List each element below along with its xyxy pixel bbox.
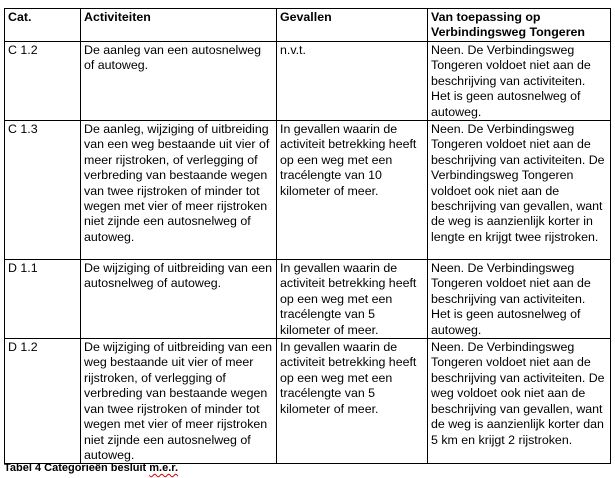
cell-activiteiten: De aanleg van een autosnelweg of autoweg. bbox=[81, 42, 277, 121]
header-gevallen: Gevallen bbox=[277, 9, 428, 42]
categories-table bbox=[4, 8, 611, 464]
cell-cat: D 1.2 bbox=[5, 339, 81, 464]
document-body bbox=[4, 8, 610, 464]
cell-toepassing: Neen. De Verbindingsweg Tongeren voldoet niet aan de beschrijving van activiteiten. De Verbindingsweg Tongeren voldoet ook niet aan de beschrijving van gevallen, want de weg is aanzienlijk korter in lengte en krijgt twee rijstroken. bbox=[428, 121, 611, 260]
table-header-row bbox=[5, 9, 611, 42]
cell-gevallen: n.v.t. bbox=[277, 42, 428, 121]
cell-gevallen: In gevallen waarin de activiteit betrekking heeft op een weg met een tracélengte van 5 kilometer of meer. bbox=[277, 260, 428, 339]
cell-toepassing: Neen. De Verbindingsweg Tongeren voldoet niet aan de beschrijving van activiteiten. De weg voldoet ook niet aan de beschrijving van gevallen, want de weg is aanzienlijk korter dan 5 km en krijgt 2 rijstroken. bbox=[428, 339, 611, 464]
cell-cat: C 1.3 bbox=[5, 121, 81, 260]
caption-abbreviation: m.e.r. bbox=[149, 462, 179, 474]
cell-toepassing: Neen. De Verbindingsweg Tongeren voldoet niet aan de beschrijving van activiteiten. Het is geen autosnelweg of autoweg. bbox=[428, 260, 611, 339]
cell-gevallen: In gevallen waarin de activiteit betrekking heeft op een weg met een tracélengte van 10 kilometer of meer. bbox=[277, 121, 428, 260]
header-activiteiten: Activiteiten bbox=[81, 9, 277, 42]
header-cat: Cat. bbox=[5, 9, 81, 42]
table-caption bbox=[4, 462, 178, 475]
cell-activiteiten: De aanleg, wijziging of uitbreiding van een weg bestaande uit vier of meer rijstroken, of verlegging of verbreding van bestaande wegen van twee rijstroken of minder tot wegen met vier of meer rijstroken niet zijnde een autosnelweg of autoweg. bbox=[81, 121, 277, 260]
cell-activiteiten: De wijziging of uitbreiding van een weg bestaande uit vier of meer rijstroken, of verlegging of verbreding van bestaande wegen van twee rijstroken of minder tot wegen met vier of meer rijstroken niet zijnde een autosnelweg of autoweg. bbox=[81, 339, 277, 464]
table-row bbox=[5, 339, 611, 464]
cell-toepassing: Neen. De Verbindingsweg Tongeren voldoet niet aan de beschrijving van activiteiten. Het is geen autosnelweg of autoweg. bbox=[428, 42, 611, 121]
cell-activiteiten: De wijziging of uitbreiding van een autosnelweg of autoweg. bbox=[81, 260, 277, 339]
table-row bbox=[5, 260, 611, 339]
table-row bbox=[5, 42, 611, 121]
cell-cat: D 1.1 bbox=[5, 260, 81, 339]
caption-text: Tabel 4 Categorieën besluit bbox=[4, 462, 150, 474]
cell-gevallen: In gevallen waarin de activiteit betrekking heeft op een weg met een tracélengte van 5 kilometer of meer. bbox=[277, 339, 428, 464]
cell-cat: C 1.2 bbox=[5, 42, 81, 121]
table-row bbox=[5, 121, 611, 260]
header-toepassing: Van toepassing op Verbindingsweg Tongeren bbox=[428, 9, 611, 42]
